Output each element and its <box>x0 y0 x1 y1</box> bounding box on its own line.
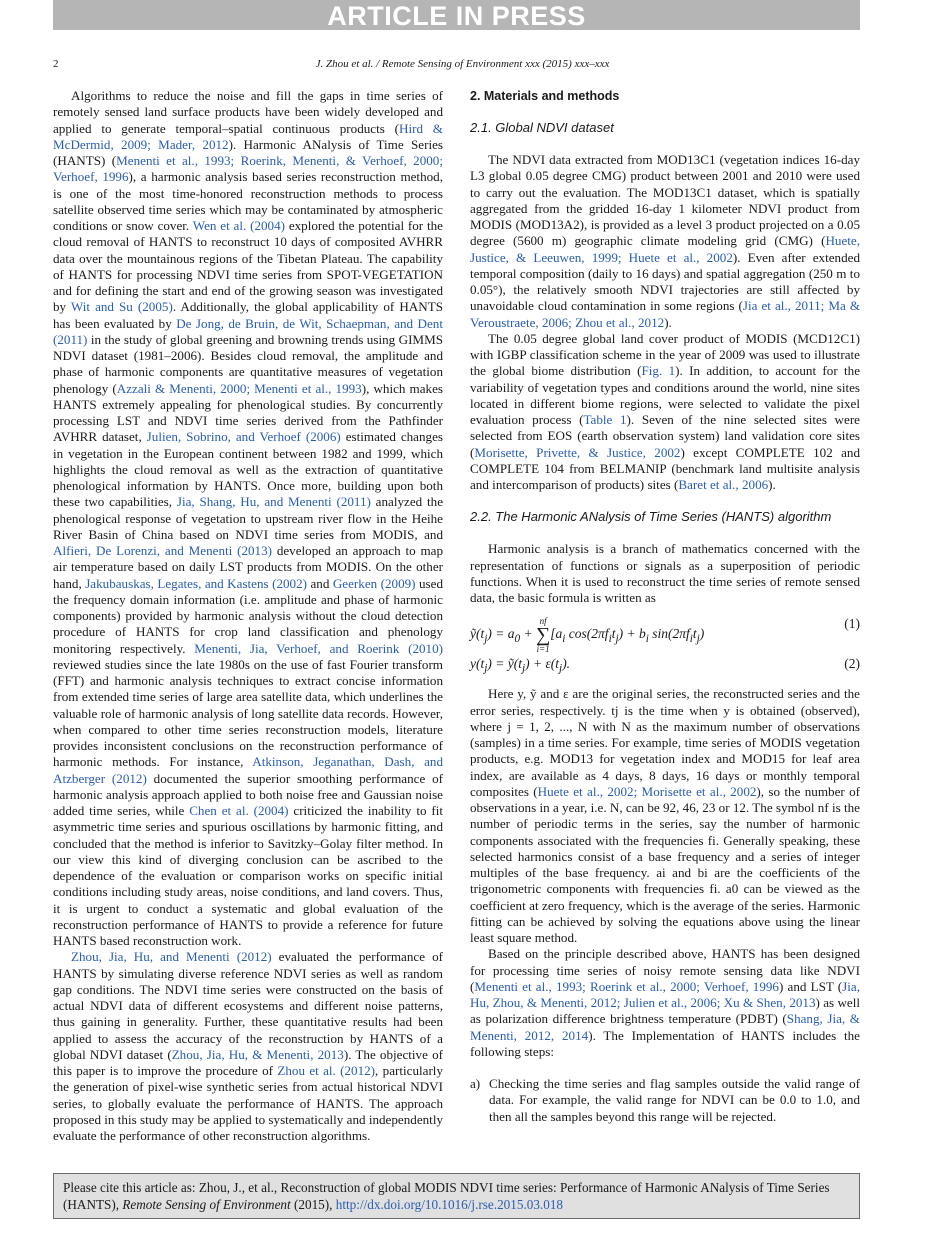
equation-2: $y(t_j)$ = $ỹ(t_j) + \varepsilon(t_j)$. (2) <box>470 656 860 675</box>
dataset-paragraph-1: The NDVI data extracted from MOD13C1 (vegetation indices 16-day L3 global 0.05 degree CMG) product between 2001 and 2010 were used to carry out the evaluation. The MOD13C1 dataset, which is spatially aggregated from the gridded 16-day 1 kilometer NDVI product from MODIS (MOD13A2), is provided as a level 3 product projected on a 0.05 degree (5600 m) geographic climate modeling grid (CMG) (Huete, Justice, & Leeuwen, 1999; Huete et al., 2002). Even after extended temporal composition (daily to 16 days) and spatial aggregation (250 m to 0.05°), the relatively smooth NDVI trajectories are still affected by unavoidable cloud contamination in some regions (Jia et al., 2011; Ma & Veroustraete, 2006; Zhou et al., 2012). <box>470 152 860 330</box>
hants-paragraph-3: Based on the principle described above, HANTS has been designed for processing time series of noisy remote sensing data like NDVI (Menenti et al., 1993; Roerink et al., 2000; Verhoef, 1996) and LST (Jia, Hu, Zhou, & Menenti, 2012; Julien et al., 2006; Xu & Shen, 2013) as well as polarization difference brightness temperature (PDBT) (Shang, Jia, & Menenti, 2012, 2014). The Implementation of HANTS includes the following steps: <box>470 946 860 1059</box>
citation-link[interactable]: Atkinson, Jeganathan, Dash, and Atzberger (2012) <box>53 754 444 786</box>
citation-link[interactable]: Zhou et al. (2012) <box>277 1063 376 1078</box>
citation-link[interactable]: Huete, Justice, & Leeuwen, 1999; Huete et al., 2002 <box>470 233 860 265</box>
left-column <box>53 88 443 1144</box>
citation-link[interactable]: Huete et al., 2002; Morisette et al., 2002 <box>537 783 757 799</box>
article-in-press-banner: ARTICLE IN PRESS <box>53 0 860 30</box>
hants-paragraph-1: Harmonic analysis is a branch of mathematics concerned with the representation of functions or signals as a superposition of periodic functions. When it is used to reconstruct the time series of remote sensed data, the basic formula is written as <box>470 541 860 605</box>
equation-number: (1) <box>844 616 860 632</box>
citation-link[interactable]: Alfieri, De Lorenzi, and Menenti (2013) <box>53 543 272 558</box>
dataset-paragraph-2: The 0.05 degree global land cover product of MODIS (MCD12C1) with IGBP classification scheme in the year of 2009 was used to illustrate the global biome distribution (Fig. 1). In addition, to account for the variability of vegetation types and conditions around the world, nine sites located in different biome regions, were selected to validate the pixel evaluation process (Table 1). Seven of the nine selected sites were selected from EOS (earth observation system) land validation core sites (Morisette, Privette, & Justice, 2002) except COMPLETE 102 and COMPLETE 104 from BELMANIP (benchmark land multisite analysis and intercomparison of products) sites (Baret et al., 2006). <box>470 330 861 492</box>
subsection-heading: 2.2. The Harmonic ANalysis of Time Series (HANTS) algorithm <box>470 509 832 525</box>
citation-link[interactable]: Geerken (2009) <box>332 575 416 591</box>
list-item: a) Checking the time series and flag samples outside the valid range of data. For example, the valid range for NDVI can be 0.0 to 1.0, and then all the samples beyond this range will be rejected. <box>470 1076 860 1124</box>
citation-link[interactable]: Menenti et al., 1993; Roerink et al., 2000; Verhoef, 1996 <box>474 978 779 994</box>
intro-paragraph-2: Zhou, Jia, Hu, and Menenti (2012) evaluated the performance of HANTS by simulating diverse reference NDVI series as well as random gap conditions. The NDVI time series were constructed on the basis of actual NDVI data of different ecosystems and different noise patterns, thus gaining in generality. Further, these quantitative results had been applied to assess the accuracy of the reconstruction by HANTS of a global NDVI dataset (Zhou, Jia, Hu, & Menenti, 2013). The objective of this paper is to improve the procedure of Zhou et al. (2012), particularly the generation of pixel-wise synthetic series from actual historical NDVI series, to globally evaluate the performance of HANTS. The approach proposed in this study may be applied to systematically and independently evaluate the performance of other reconstruction algorithms. <box>53 949 443 1143</box>
citation-link[interactable]: Wit and Su (2005) <box>70 299 173 315</box>
subsection-heading: 2.1. Global NDVI dataset <box>470 120 614 135</box>
citation-link[interactable]: Chen et al. (2004) <box>189 803 289 818</box>
equation-1: $ỹ(t_j) = a_0$ + nf ∑ i=1 [$a_i$ $\cos(2\pi f_it_j) + b_i$ $\sin(2\pi f_it_j)$ (1) <box>470 616 860 655</box>
running-title: J. Zhou et al. / Remote Sensing of Environment xxx (2015) xxx–xxx <box>315 58 610 70</box>
citation-link[interactable]: Jia, Shang, Hu, and Menenti (2011) <box>176 494 371 510</box>
citation-link[interactable]: Jia, Hu, Zhou, & Menenti, 2012; Julien et al., 2006; Xu & Shen, 2013 <box>470 978 860 1010</box>
page-number: 2 <box>53 58 59 70</box>
steps-list <box>470 1076 860 1125</box>
citation-link[interactable]: Zhou, Jia, Hu, and Menenti (2012) <box>71 949 272 965</box>
hants-paragraph-2: Here y, ỹ and ε are the original series, the reconstructed series and the error series, respectively. tj is the time when y is obtained (observed), where j = 1, 2, ..., N with N as the maximum number of observations (samples) in a time series. For example, time series of MODIS vegetation products, e.g. MOD13 for vegetation index and MOD15 for leaf area index, are available as 4 days, 8 days, 16 days or monthly temporal composites (Huete et al., 2002; Morisette et al., 2002), so the number of observations in a year, i.e. N, can be 92, 46, 23 or 12. The symbol nf is the number of periodic terms in the series, say the number of harmonic components associated with the frequencies fi. Generally speaking, these selected harmonics consist of a base frequency and a series of integer multiples of the base frequency. ai and bi are the coefficients of the trigonometric components with frequencies fi. a0 can be viewed as the coefficient at zero frequency, which is the average of the series. Harmonic fitting can be achieved by solving the equations above using the linear least square method. <box>470 686 860 945</box>
figure-link[interactable]: Fig. 1 <box>641 363 676 379</box>
citation-link[interactable]: Azzali & Menenti, 2000; Menenti et al., 1993 <box>116 380 362 396</box>
citation-link[interactable]: Jia et al., 2011; Ma & Veroustraete, 2006; Zhou et al., 2012 <box>470 298 860 330</box>
citation-box: Please cite this article as: Zhou, J., et al., Reconstruction of global MODIS NDVI time series: Performance of Harmonic ANalysis of Time Series (HANTS), Remote Sensing of Environment (2015), http://dx.doi.org/10.1016/j.rse.2015.03.018 <box>53 1173 860 1219</box>
citation-link[interactable]: Hird & McDermid, 2009; Mader, 2012 <box>53 120 443 152</box>
citation-link[interactable]: Wen et al. (2004) <box>192 218 285 233</box>
citation-link[interactable]: Shang, Jia, & Menenti, 2012, 2014 <box>470 1011 860 1043</box>
citation-link[interactable]: Menenti, Jia, Verhoef, and Roerink (2010) <box>194 640 443 656</box>
intro-paragraph-1: Algorithms to reduce the noise and fill the gaps in time series of remotely sensed land surface products have been widely developed and applied to generate temporal–spatial continuous products (Hird & McDermid, 2009; Mader, 2012). Harmonic ANalysis of Time Series (HANTS) (Menenti et al., 1993; Roerink, Menenti, & Verhoef, 2000; Verhoef, 1996), a harmonic analysis based series reconstruction method, is one of the most time-honored reconstruction methods to process satellite observed time series which may be contaminated by atmospheric conditions or snow cover. Wen et al. (2004) explored the potential for the cloud removal of HANTS to reconstruct 10 days of composited AVHRR data over the mountainous regions of the Tibetan Plateau. The capability of HANTS for processing NDVI time series from SPOT-VEGETATION and for defining the start and end of the growing season was investigated by Wit and Su (2005). Additionally, the global applicability of HANTS has been evaluated by De Jong, de Bruin, de Wit, Schaepman, and Dent (2011) in the study of global greening and browning trends using GIMMS NDVI dataset (1981–2006). Besides cloud removal, the amplitude and phase of harmonic components are quantitative measures of vegetation phenology (Azzali & Menenti, 2000; Menenti et al., 1993), which makes HANTS extremely appealing for phenological studies. By concurrently processing LST and NDVI time series derived from the Pathfinder AVHRR dataset, Julien, Sobrino, and Verhoef (2006) estimated changes in vegetation in the European continent between 1982 and 1999, which highlights the cloud removal as well as the extraction of quantitative phenological information by HANTS. Once more, building upon both these two capabilities, Jia, Shang, Hu, and Menenti (2011) analyzed the phenological response of vegetation to upstream river flow in the Heihe River Basin of China based on NDVI time series from MODIS, and Alfieri, De Lorenzi, and Menenti (2013) developed an approach to map air temperature based on daily LST products from MODIS. On the other hand, Jakubauskas, Legates, and Kastens (2002) and Geerken (2009) used the frequency domain information (i.e. amplitude and phase of harmonic components) provided by harmonic analysis without the cloud detection procedure of HANTS for crop land classification and phenology monitoring respectively. Menenti, Jia, Verhoef, and Roerink (2010) reviewed studies since the late 1980s on the use of fast Fourier transform (FFT) and harmonic analysis techniques to extract concise information from extended time series of large area satellite data, which underlines the valuable role of harmonic analysis of long satellite data records. However, when compared to other time series reconstruction models, literature provides inconsistent conclusions on the reconstruction performance of harmonic methods. For instance, Atkinson, Jeganathan, Dash, and Atzberger (2012) documented the superior smoothing performance of harmonic analysis approach applied to both noise free and Gaussian noise added time series, while Chen et al. (2004) criticized the inability to fit asymmetric time series and spurious oscillations by harmonic fitting, and concluded that the method is inferior to Savitzky–Golay filter method. In our view this kind of diverging conclusion can be ascribed to the dependence of the evaluation or comparison works on specific initial conditions including study areas, noise conditions, and land covers. Thus, it is urgent to conduct a systematic and global evaluation of the reconstruction performance of HANTS to provide a reference for future HANTS based reconstruction work. <box>53 88 444 948</box>
doi-link[interactable]: http://dx.doi.org/10.1016/j.rse.2015.03.018 <box>335 1196 564 1212</box>
citation-link[interactable]: Jakubauskas, Legates, and Kastens (2002) <box>85 575 307 591</box>
citation-link[interactable]: Morisette, Privette, & Justice, 2002 <box>474 444 681 460</box>
equation-number: (2) <box>844 656 860 672</box>
citation-link[interactable]: De Jong, de Bruin, de Wit, Schaepman, and Dent (2011) <box>53 315 443 347</box>
section-heading: 2. Materials and methods <box>470 89 620 103</box>
citation-link[interactable]: Baret et al., 2006 <box>678 477 769 492</box>
right-column <box>470 88 860 1125</box>
citation-link[interactable]: Menenti et al., 1993; Roerink, Menenti, & Verhoef, 2000; Verhoef, 1996 <box>53 153 443 185</box>
citation-link[interactable]: Zhou, Jia, Hu, & Menenti, 2013 <box>171 1046 344 1062</box>
citation-link[interactable]: Julien, Sobrino, and Verhoef (2006) <box>146 429 341 445</box>
table-link[interactable]: Table 1 <box>583 412 627 427</box>
